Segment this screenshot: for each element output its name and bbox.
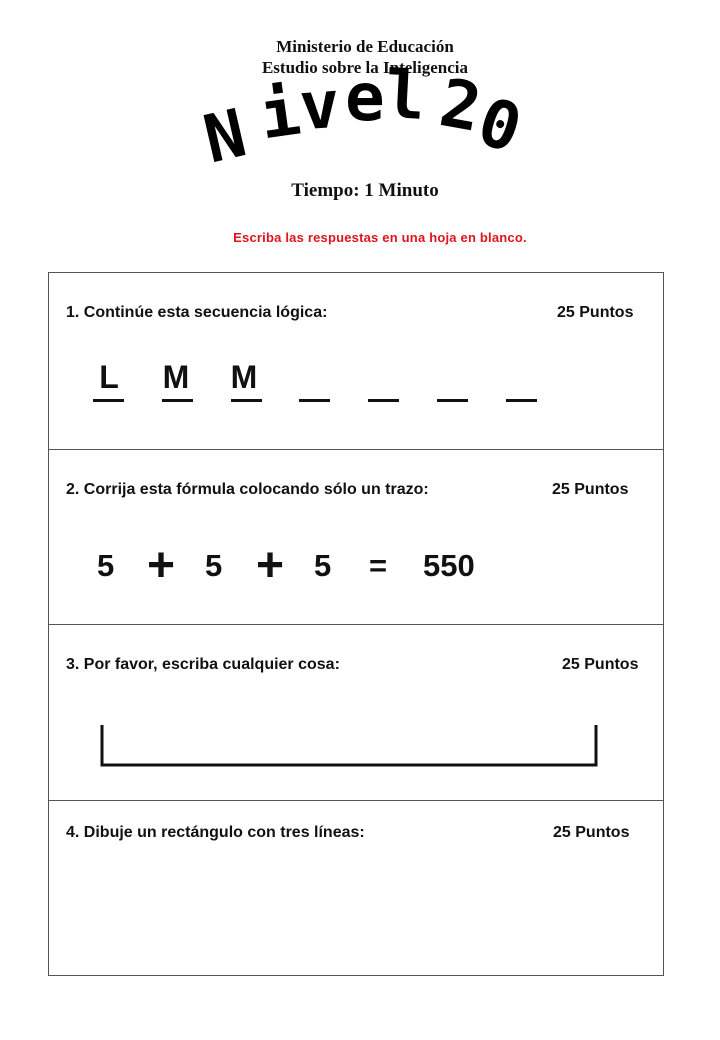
sequence-blank (162, 399, 193, 402)
sequence-letter: M (230, 359, 258, 395)
formula-plus: + (147, 539, 176, 592)
question-4-points: 25 Puntos (553, 824, 630, 841)
sequence-blank (231, 399, 262, 402)
level-title-char: e (345, 59, 385, 136)
sequence-blank (437, 399, 468, 402)
time-limit: Tiempo: 1 Minuto (291, 180, 439, 201)
sequence-blank (368, 399, 399, 402)
ministry-name: Ministerio de Educación (276, 37, 454, 56)
formula-equals: = (369, 548, 388, 583)
question-3-points: 25 Puntos (562, 656, 639, 673)
sequence-blank (93, 399, 124, 402)
sequence-letter: M (162, 359, 190, 395)
question-1-text: 1. Continúe esta secuencia lógica: (66, 304, 328, 321)
question-2-text: 2. Corrija esta fórmula colocando sólo un trazo: (66, 481, 429, 498)
formula-result: 550 (423, 548, 475, 583)
level-title-char: i (254, 72, 306, 155)
bracket-shape (100, 725, 600, 770)
level-title-char: N (196, 94, 253, 179)
question-3-text: 3. Por favor, escriba cualquier cosa: (66, 656, 340, 673)
question-2-section (48, 449, 664, 625)
formula-plus: + (256, 539, 285, 592)
question-1-points: 25 Puntos (557, 304, 634, 321)
question-2-points: 25 Puntos (552, 481, 629, 498)
question-3-section (48, 624, 664, 801)
instruction-text: Escriba las respuestas en una hoja en blanco. (233, 230, 527, 245)
formula-number: 5 (97, 548, 115, 583)
level-title-char: l (383, 56, 427, 135)
sequence-blank (299, 399, 330, 402)
study-name: Estudio sobre la Inteligencia (261, 58, 469, 77)
formula-number: 5 (205, 548, 223, 583)
sequence-letter: L (99, 359, 119, 395)
level-title-char: 2 (434, 64, 487, 147)
level-title-char: 0 (468, 82, 531, 169)
formula-number: 5 (314, 548, 332, 583)
question-1-section (48, 272, 664, 450)
question-4-text: 4. Dibuje un rectángulo con tres líneas: (66, 824, 365, 841)
level-title-char: v (297, 65, 343, 146)
question-4-section (48, 800, 664, 976)
sequence-blank (506, 399, 537, 402)
